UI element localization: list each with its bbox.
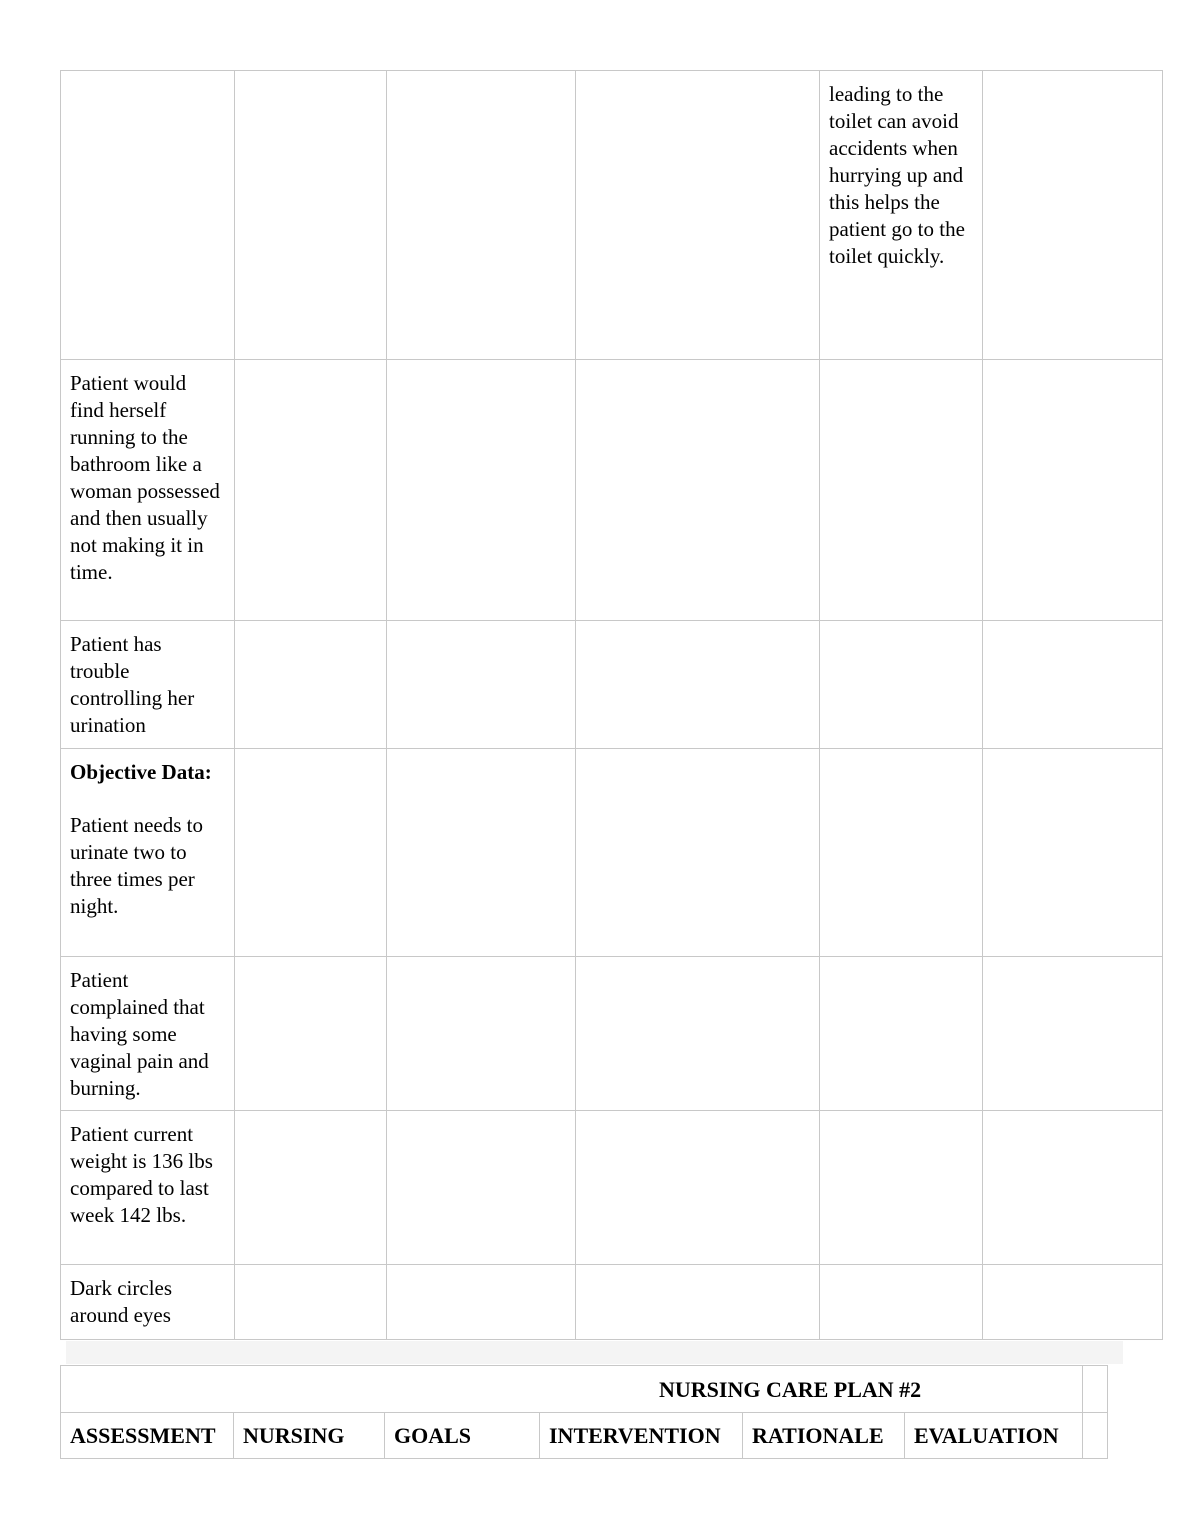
table-row [61,360,1163,621]
nursing-cell [235,360,387,621]
table-row [61,621,1163,749]
assessment-cell [61,71,235,360]
rationale-cell [820,1111,983,1265]
plan-title: NURSING CARE PLAN #2 [659,1376,922,1402]
rationale-cell [820,621,983,749]
assessment-cell: Patient current weight is 136 lbs compared to last week 142 lbs. [61,1111,235,1265]
assessment-cell: Patient complained that having some vaginal pain and burning. [61,957,235,1111]
nursing-cell [235,957,387,1111]
goals-cell [387,957,576,1111]
intervention-cell [576,1111,820,1265]
objective-data-text: Patient needs to urinate two to three times per night. [70,813,203,918]
intervention-cell [576,360,820,621]
header-assessment: ASSESSMENT [61,1413,234,1459]
nursing-cell [235,71,387,360]
rationale-cell [820,957,983,1111]
evaluation-cell [983,1265,1163,1340]
table-row [61,1111,1163,1265]
table-row [61,957,1163,1111]
assessment-cell: Patient would find herself running to the bathroom like a woman possessed and then usually not making it in time. [61,360,235,621]
spacer-cell [1083,1413,1108,1459]
assessment-cell: Dark circles around eyes [61,1265,235,1340]
nursing-cell [235,1111,387,1265]
intervention-cell [576,621,820,749]
intervention-cell [576,749,820,957]
nursing-cell [235,621,387,749]
table-row [61,71,1163,360]
rationale-cell: leading to the toilet can avoid accidents when hurrying up and this helps the patient go to the toilet quickly. [820,71,983,360]
rationale-cell [820,749,983,957]
evaluation-cell [983,1111,1163,1265]
evaluation-cell [983,360,1163,621]
goals-cell [387,621,576,749]
spacer-cell [1083,1366,1108,1413]
header-intervention: INTERVENTION [540,1413,743,1459]
rationale-cell [820,1265,983,1340]
header-rationale: RATIONALE [743,1413,905,1459]
objective-data-heading: Objective Data: [70,760,212,784]
goals-cell [387,1265,576,1340]
nursing-cell [235,1265,387,1340]
intervention-cell [576,957,820,1111]
evaluation-cell [983,749,1163,957]
goals-cell [387,360,576,621]
header-nursing: NURSING [234,1413,385,1459]
header-evaluation: EVALUATION [905,1413,1083,1459]
rationale-cell [820,360,983,621]
goals-cell [387,1111,576,1265]
evaluation-cell [983,71,1163,360]
table-row [61,749,1163,957]
goals-cell [387,71,576,360]
evaluation-cell [983,621,1163,749]
goals-cell [387,749,576,957]
table-row [61,1366,1108,1413]
plan-title-cell [61,1366,1083,1413]
header-goals: GOALS [385,1413,540,1459]
assessment-cell: Patient has trouble controlling her urination [61,621,235,749]
table-row [61,1265,1163,1340]
header-row [61,1413,1108,1459]
assessment-cell [61,749,235,957]
intervention-cell [576,71,820,360]
page-break-strip [66,1341,1123,1364]
evaluation-cell [983,957,1163,1111]
intervention-cell [576,1265,820,1340]
nursing-care-plan-2-table [60,1365,1108,1459]
care-plan-table [60,70,1163,1340]
nursing-cell [235,749,387,957]
